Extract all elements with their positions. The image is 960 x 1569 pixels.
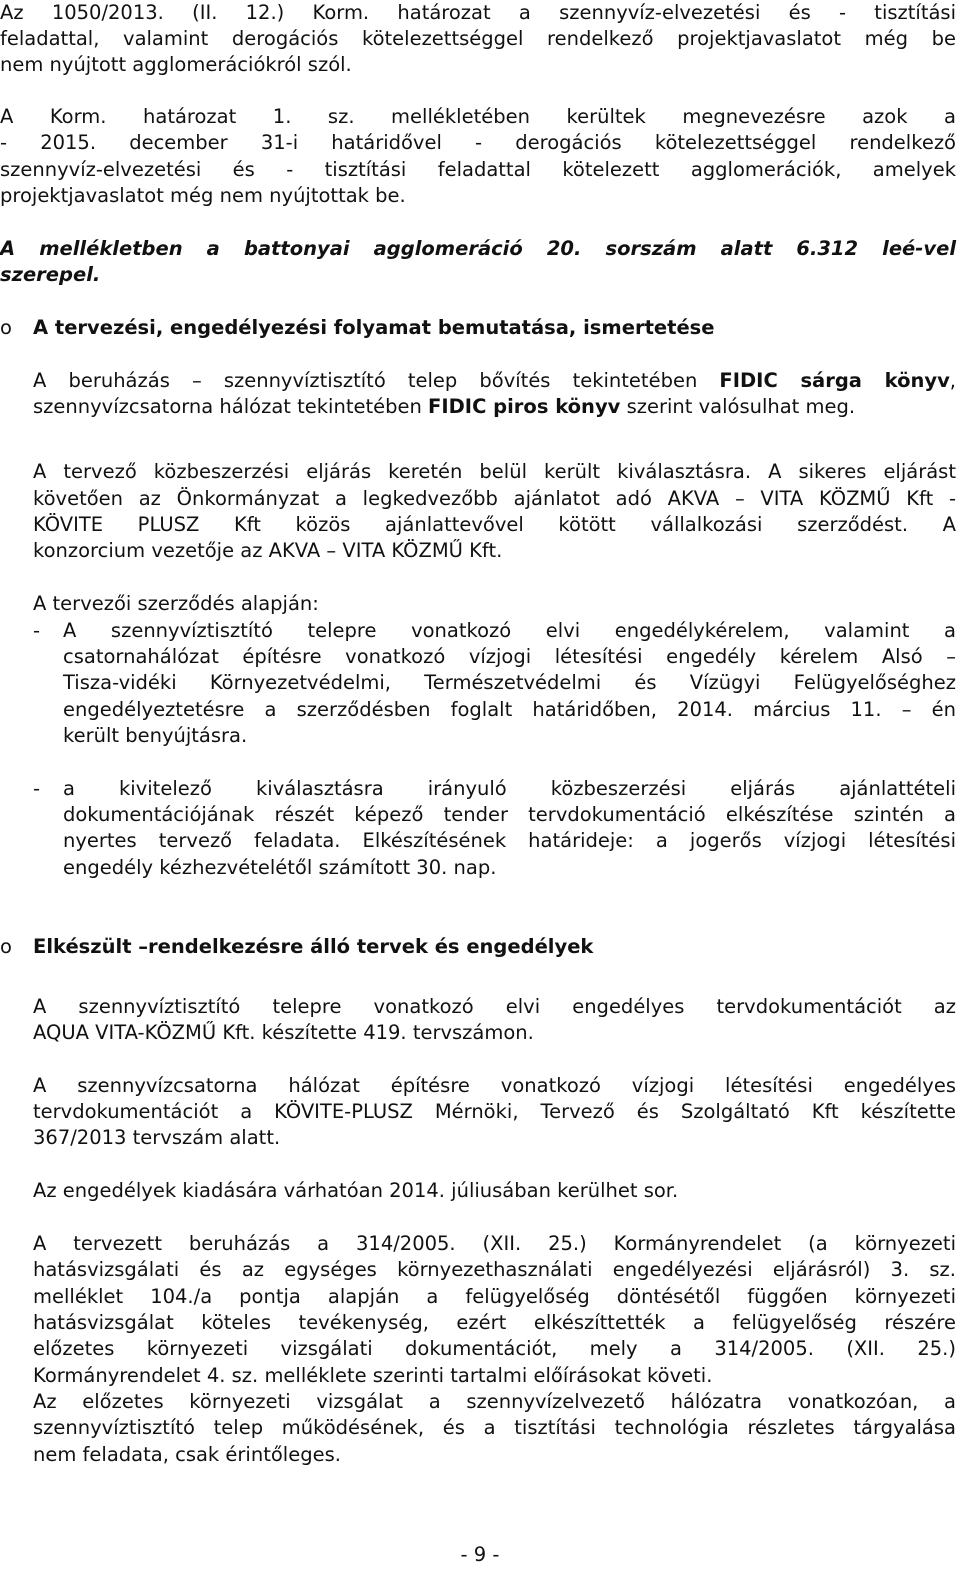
section-bullet-marker: o	[0, 935, 12, 958]
environmental-line: előzetes környezeti vizsgálati dokumentációt, mely a 314/2005. (XII. 25.)	[33, 1337, 956, 1360]
annex-line: - 2015. december 31-i határidővel - derogációs kötelezettséggel rendelkező	[0, 131, 956, 154]
section-bullet-marker: o	[0, 316, 12, 339]
designer-selection-line: KÖVITE PLUSZ Kft közös ajánlattevővel kötött vállalkozási szerződést. A	[33, 513, 956, 536]
annex-highlight-line: szerepel.	[0, 263, 101, 286]
list-item-line: nyertes tervező feladata. Elkészítésének határideje: a jogerős vízjogi létesítési	[63, 829, 956, 852]
intro-line: Az 1050/2013. (II. 12.) Korm. határozat a szennyvíz-elvezetési és - tisztítási	[0, 1, 956, 24]
plans-line: A szennyvízcsatorna hálózat építésre vonatkozó vízjogi létesítési engedélyes	[33, 1074, 956, 1097]
preliminary-assessment-line: Az előzetes környezeti vizsgálat a szennyvízelvezető hálózatra vonatkozóan, a	[33, 1390, 956, 1413]
list-item-line: került benyújtásra.	[63, 724, 248, 747]
permit-issue-line: Az engedélyek kiadására várhatóan 2014. júliusában kerülhet sor.	[33, 1179, 679, 1202]
list-item-line: engedély kézhezvételétől számított 30. nap.	[63, 856, 497, 879]
section-heading: A tervezési, engedélyezési folyamat bemutatása, ismertetése	[33, 316, 715, 339]
fidic-red-book: FIDIC piros könyv	[428, 395, 621, 418]
environmental-line: hatásvizsgálati és az egységes környezethasználati engedélyezési eljárásról) 3. sz.	[33, 1258, 956, 1281]
list-item-line: A szennyvíztisztító telepre vonatkozó elvi engedélykérelem, valamint a	[63, 619, 956, 642]
list-item-line: a kivitelező kiválasztásra irányuló közbeszerzési eljárás ajánlattételi	[63, 777, 956, 800]
plans-line: A szennyvíztisztító telepre vonatkozó elvi engedélyes tervdokumentációt az	[33, 995, 956, 1018]
annex-line: A Korm. határozat 1. sz. mellékletében kerültek megnevezésre azok a	[0, 105, 956, 128]
designer-selection-line: konzorcium vezetője az AKVA – VITA KÖZMŰ Kft.	[33, 539, 503, 562]
fidic-line	[33, 368, 956, 395]
fidic-line	[33, 394, 956, 421]
intro-line: feladattal, valamint derogációs kötelezettséggel rendelkező projektjavaslatot még be	[0, 27, 956, 50]
plans-line: tervdokumentációt a KÖVITE-PLUSZ Mérnöki, Tervező és Szolgáltató Kft készítette	[33, 1100, 956, 1123]
plans-line: AQUA VITA-KÖZMŰ Kft. készítette 419. tervszámon.	[33, 1021, 534, 1044]
intro-line: nem nyújtott agglomerációkról szól.	[0, 53, 352, 76]
fidic-yellow-book: FIDIC sárga könyv	[719, 369, 950, 392]
section-heading: Elkészült –rendelkezésre álló tervek és engedélyek	[33, 935, 594, 958]
environmental-line: hatásvizsgálat köteles tevékenység, ezért elkészíttették a felügyelőség részére	[33, 1311, 956, 1334]
list-dash: -	[33, 777, 41, 800]
environmental-line: melléklet 104./a pontja alapján a felügyelőség döntésétől függően környezeti	[33, 1285, 956, 1308]
environmental-line: Kormányrendelet 4. sz. melléklete szerinti tartalmi előírásokat követi.	[33, 1364, 713, 1387]
preliminary-assessment-line: nem feladata, csak érintőleges.	[33, 1443, 341, 1466]
preliminary-assessment-line: szennyvíztisztító telep működésének, és a tisztítási technológia részletes tárgyalása	[33, 1416, 956, 1439]
fidic-text: A beruházás – szennyvíztisztító telep bővítés tekintetében	[33, 369, 720, 392]
annex-line: szennyvíz-elvezetési és - tisztítási feladattal kötelezett agglomerációk, amelyek	[0, 158, 956, 181]
contract-title: A tervezői szerződés alapján:	[33, 592, 319, 615]
list-item-line: engedélyeztetésre a szerződésben foglalt határidőben, 2014. március 11. – én	[63, 698, 956, 721]
list-dash: -	[33, 619, 41, 642]
fidic-text: szennyvízcsatorna hálózat tekintetében	[33, 395, 429, 418]
page-number: - 9 -	[460, 1543, 500, 1566]
list-item-line: Tisza-vidéki Környezetvédelmi, Természetvédelmi és Vízügyi Felügyelőséghez	[63, 671, 956, 694]
fidic-text: ,	[949, 369, 956, 392]
list-item-line: dokumentációjának részét képező tender tervdokumentáció elkészítése szintén a	[63, 803, 956, 826]
fidic-text: szerint valósulhat meg.	[620, 395, 856, 418]
annex-highlight-line: A mellékletben a battonyai agglomeráció 20. sorszám alatt 6.312 leé-vel	[0, 237, 956, 260]
designer-selection-line: követően az Önkormányzat a legkedvezőbb ajánlatot adó AKVA – VITA KÖZMŰ Kft -	[33, 487, 956, 510]
list-item-line: csatornahálózat építésre vonatkozó vízjogi létesítési engedély kérelem Alsó –	[63, 645, 956, 668]
annex-line: projektjavaslatot még nem nyújtottak be.	[0, 184, 406, 207]
plans-line: 367/2013 tervszám alatt.	[33, 1126, 281, 1149]
designer-selection-line: A tervező közbeszerzési eljárás keretén belül került kiválasztásra. A sikeres eljárást	[33, 460, 956, 483]
environmental-line: A tervezett beruházás a 314/2005. (XII. 25.) Kormányrendelet (a környezeti	[33, 1232, 956, 1255]
